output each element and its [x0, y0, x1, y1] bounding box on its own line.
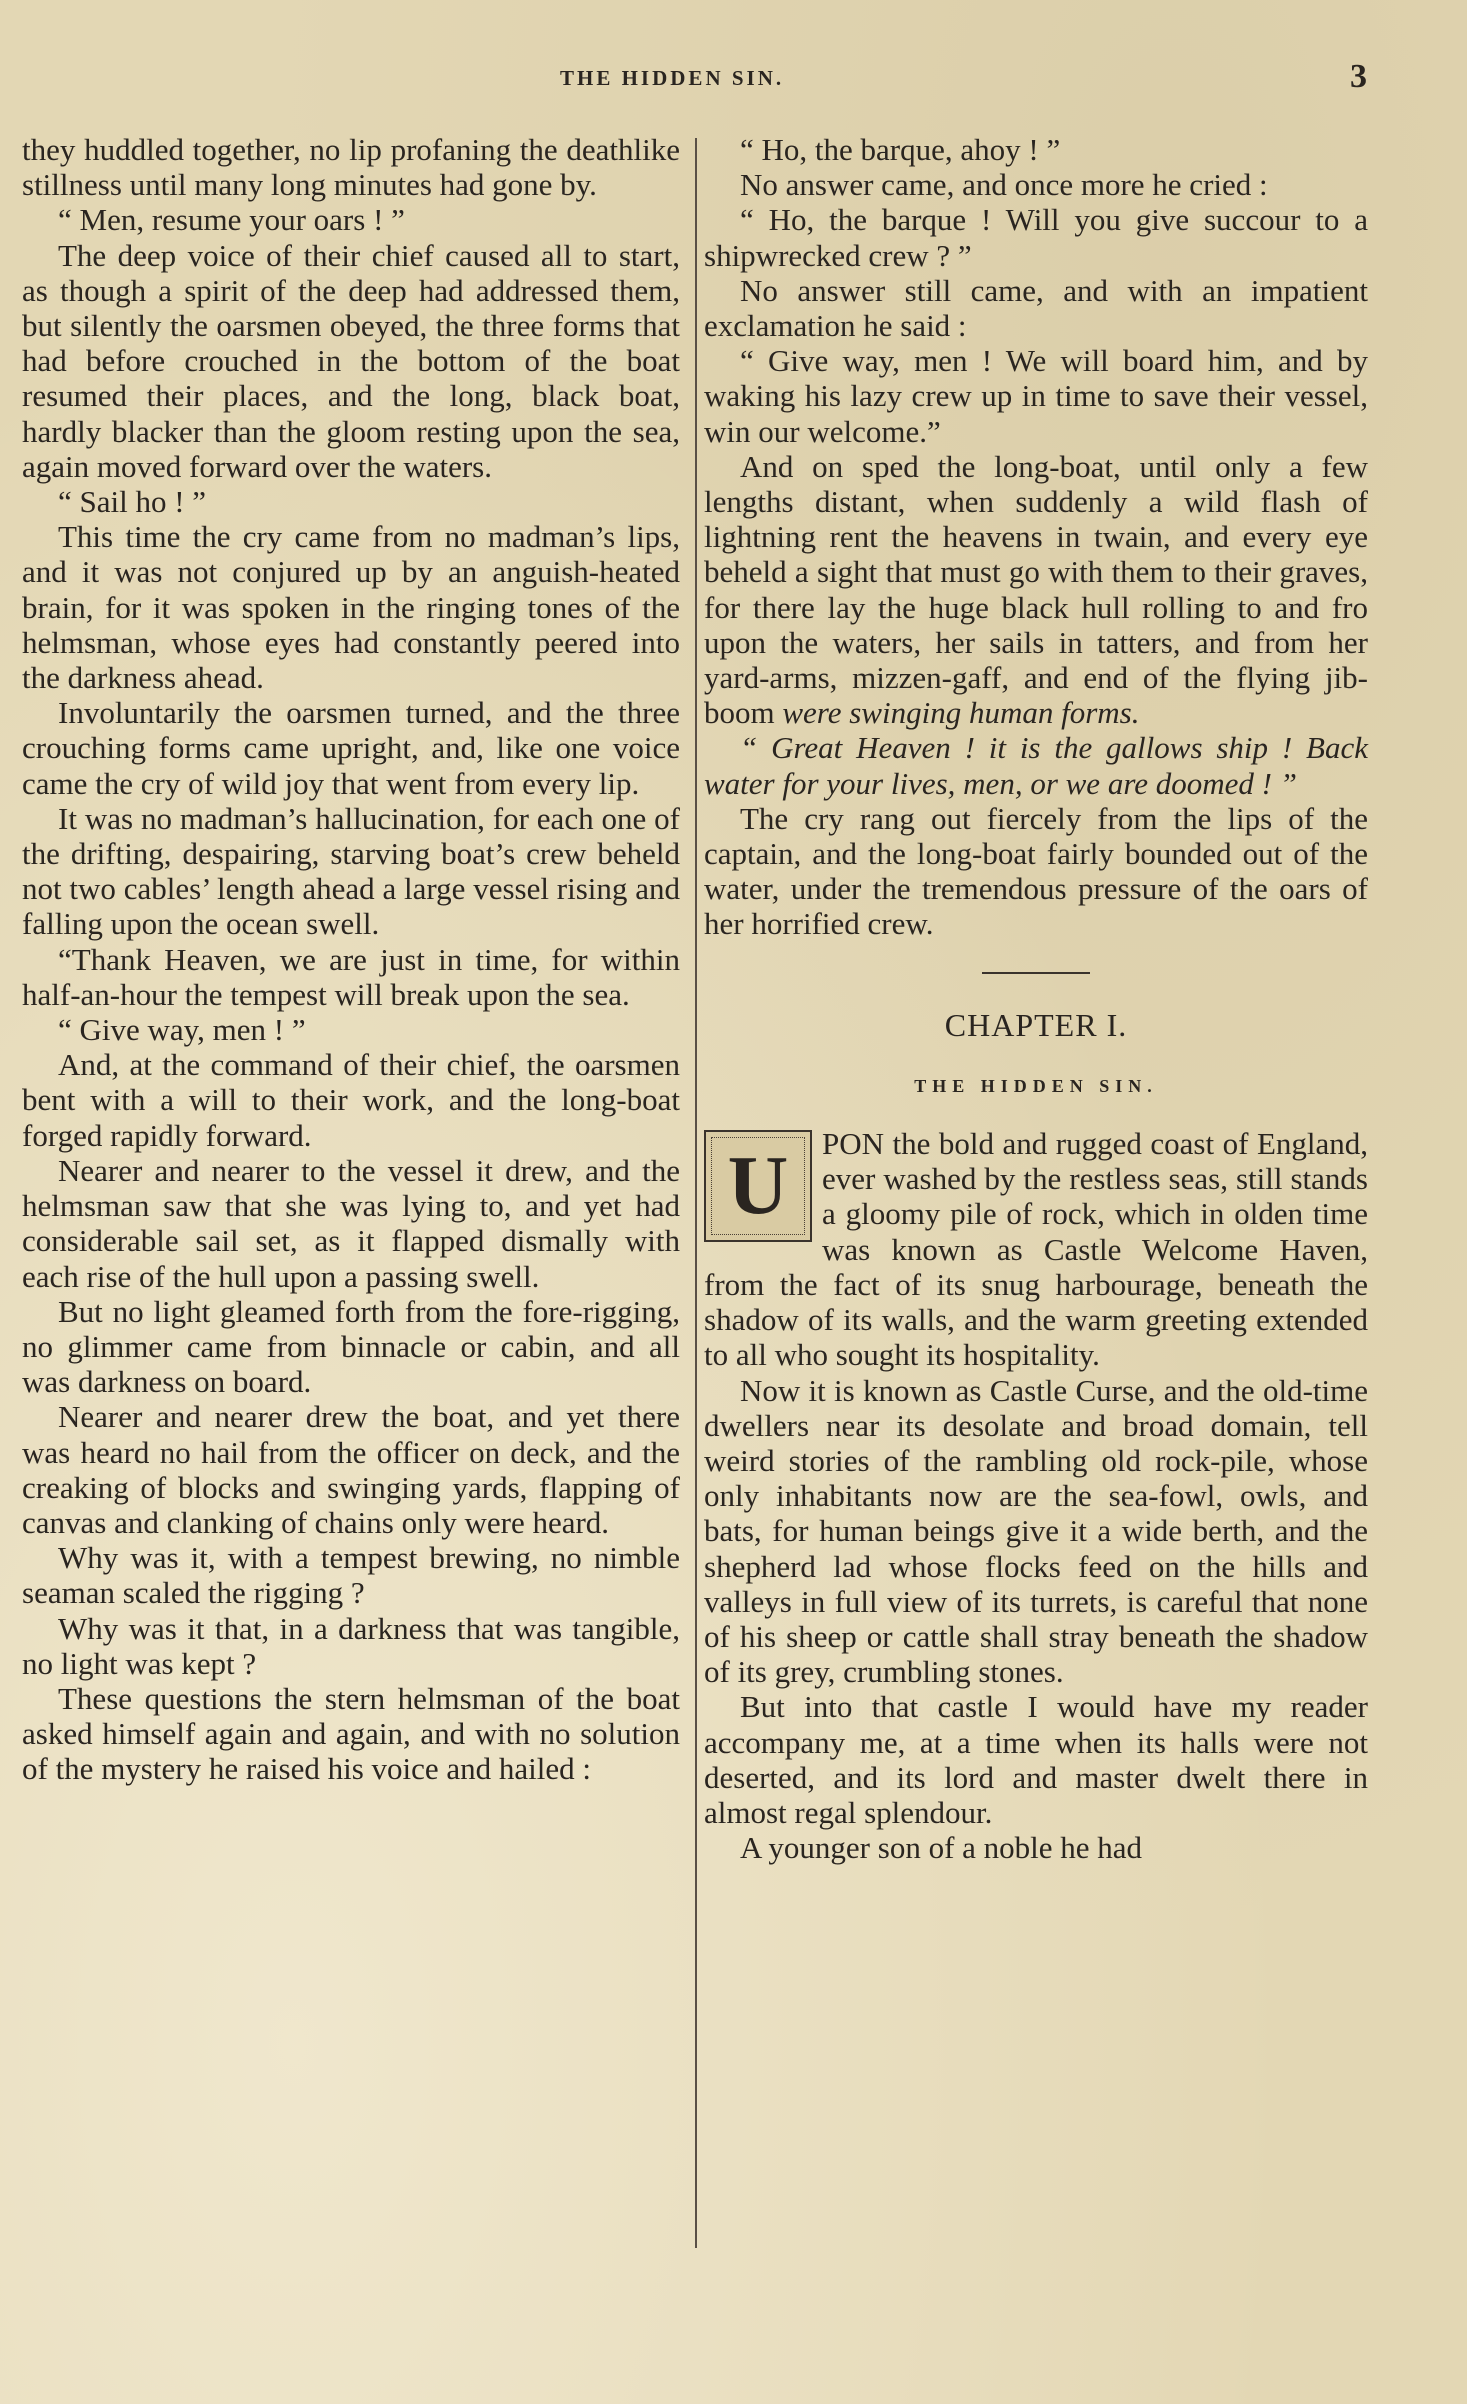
paragraph: The cry rang out fiercely from the lips of the captain, and the long-boat fairly bounded out of the water, under the tremendous pressure of the oars of her horrified crew. [704, 800, 1368, 942]
chapter-subtitle: THE HIDDEN SIN. [914, 1075, 1158, 1096]
column-rule [695, 138, 697, 2248]
paragraph: These questions the stern helmsman of the boat asked himself again and again, and with no solution of the mystery he raised his voice and hailed : [22, 1680, 680, 1787]
paragraph: they huddled together, no lip profaning the deathlike stillness until many long minutes had gone by. [22, 132, 680, 203]
paragraph-text: PON the bold and rugged coast of England, ever washed by the restless seas, still stands a gloomy pile of rock, which in olden time was known as Castle Welcome Haven, from the fact of its snug harbourage, beneath the shadow of its walls, and the warm greeting extended to all who sought its hospitality. [704, 1126, 1368, 1373]
italic-phrase: were swinging human forms. [782, 695, 1140, 731]
left-column [22, 132, 680, 1787]
section-divider [982, 972, 1090, 974]
drop-cap: U [704, 1130, 812, 1242]
paragraph: “ Give way, men ! We will board him, and by waking his lazy crew up in time to save their vessel, win our welcome.” [704, 343, 1368, 449]
paragraph: Why was it that, in a darkness that was tangible, no light was kept ? [22, 1610, 680, 1681]
paragraph: It was no madman’s hallucination, for each one of the drifting, despairing, starving boat’s crew beheld not two cables’ length ahead a large vessel rising and falling upon the ocean swell. [22, 800, 680, 942]
page-number: 3 [1350, 58, 1367, 95]
paragraph: “ Sail ho ! ” [58, 484, 207, 520]
paragraph: No answer came, and once more he cried : [740, 167, 1268, 203]
paragraph: “ Give way, men ! ” [58, 1012, 306, 1048]
paragraph: “ Ho, the barque ! Will you give succour to a shipwrecked crew ? ” [704, 202, 1368, 273]
paragraph: “ Ho, the barque, ahoy ! ” [740, 132, 1061, 167]
running-title: THE HIDDEN SIN. [560, 66, 785, 90]
paragraph: No answer still came, and with an impatient exclamation he said : [704, 272, 1368, 344]
paragraph: Nearer and nearer to the vessel it drew, and the helmsman saw that she was lying to, and yet had considerable sail set, as it flapped dismally with each rise of the hull upon a passing swell. [22, 1152, 680, 1294]
paragraph-text: And on sped the long-boat, until only a few lengths distant, when suddenly a wild flash of lightning rent the heavens in twain, and every eye beheld a sight that must go with them to their graves, for there lay the huge black hull rolling to and fro upon the waters, her sails in tatters, and from her yard-arms, mizzen-gaff, and end of the flying jib-boom [704, 448, 1368, 731]
paragraph: Involuntarily the oarsmen turned, and the three crouching forms came upright, and, like one voice came the cry of wild joy that went from every lip. [22, 695, 680, 801]
paragraph: “Thank Heaven, we are just in time, for within half-an-hour the tempest will break upon the sea. [22, 941, 680, 1012]
paragraph: But into that castle I would have my reader accompany me, at a time when its halls were not deserted, and its lord and master dwelt there in almost regal splendour. [704, 1689, 1368, 1830]
paragraph: A younger son of a noble he had [740, 1830, 1143, 1866]
paragraph: The deep voice of their chief caused all to start, as though a spirit of the deep had addressed them, but silently the oarsmen obeyed, the three forms that had before crouched in the bottom of the boat resumed their places, and the long, black boat, hardly blacker than the gloom resting upon the sea, again moved forward over the waters. [22, 237, 680, 484]
paragraph: Why was it, with a tempest brewing, no nimble seaman scaled the rigging ? [22, 1540, 680, 1611]
chapter-title: CHAPTER I. [944, 1006, 1128, 1043]
paragraph: And, at the command of their chief, the oarsmen bent with a will to their work, and the long-boat forged rapidly forward. [22, 1047, 680, 1153]
paragraph: But no light gleamed forth from the fore-rigging, no glimmer came from binnacle or cabin, and all was darkness on board. [22, 1293, 680, 1400]
exclamation-paragraph [704, 730, 1368, 800]
paragraph [704, 449, 1368, 731]
exclamation-text: “ Great Heaven ! it is the gallows ship ! Back water for your lives, men, or we are doomed ! ” [704, 730, 1368, 801]
paragraph: “ Men, resume your oars ! ” [58, 202, 405, 238]
paragraph: This time the cry came from no madman’s lips, and it was not conjured up by an anguish-heated brain, for it was spoken in the ringing tones of the helmsman, whose eyes had constantly peered into the darkness ahead. [22, 519, 680, 696]
right-column [704, 132, 1368, 1865]
paragraph: Nearer and nearer drew the boat, and yet there was heard no hail from the officer on deck, and the creaking of blocks and swinging yards, flapping of canvas and clanking of chains only were heard. [22, 1399, 680, 1540]
paragraph: Now it is known as Castle Curse, and the old-time dwellers near its desolate and broad domain, tell weird stories of the rambling old rock-pile, whose only inhabitants now are the sea-fowl, owls, and bats, for human beings give it a wide berth, and the shepherd lad whose flocks feed on the hills and valleys in full view of its turrets, is careful that none of his sheep or cattle shall stray beneath the shadow of its grey, crumbling stones. [704, 1372, 1368, 1690]
chapter-first-paragraph [704, 1126, 1368, 1372]
